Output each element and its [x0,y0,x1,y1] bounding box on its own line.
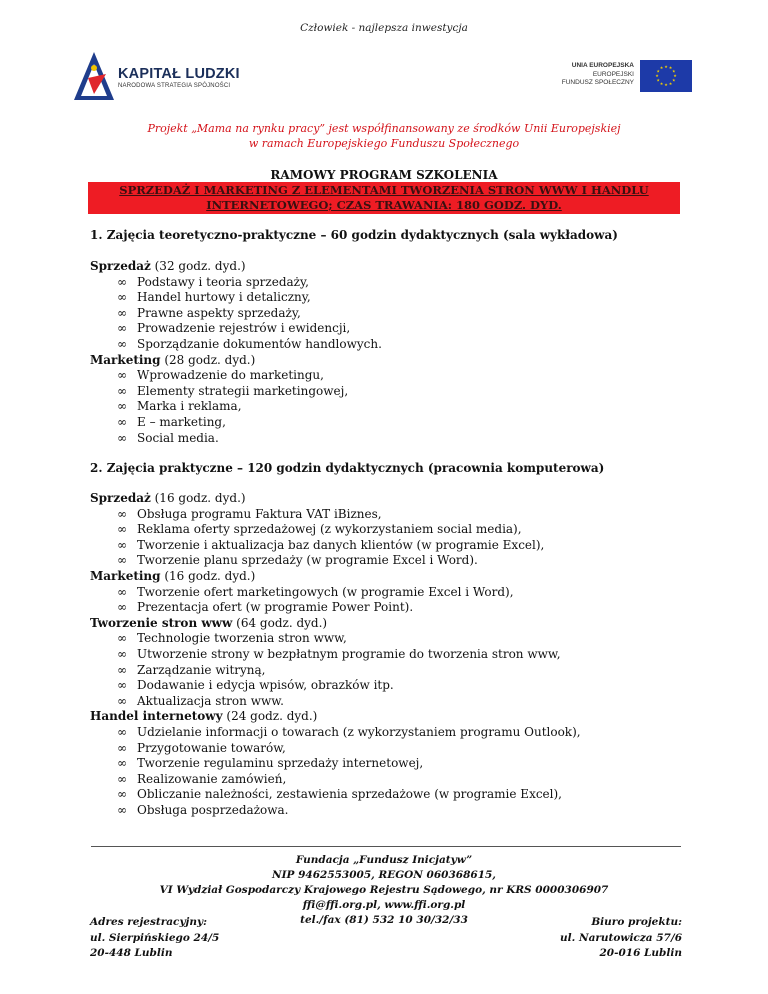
section-2-body [90,491,581,818]
list-item: ∞ Realizowanie zamówień, [117,772,581,788]
list-item: ∞ Sporządzanie dokumentów handlowych. [117,337,382,353]
category-heading [90,709,581,725]
category-name: Tworzenie stron www [90,615,233,630]
svg-text:★: ★ [659,80,664,86]
category-name: Marketing [90,568,161,583]
eu-line-1: UNIA EUROPEJSKA [571,62,634,69]
eu-line-3: FUNDUSZ SPOŁECZNY [561,79,634,86]
svg-text:★: ★ [664,64,668,69]
section-1-body [90,259,382,446]
kapital-ludzki-text [118,66,240,89]
list-item: ∞ Technologie tworzenia stron www, [117,631,581,647]
list-item: ∞ Social media. [117,431,382,447]
list-item: ∞ Elementy strategii marketingowej, [117,384,382,400]
banner-line-1: SPRZEDAŻ I MARKETING Z ELEMENTAMI TWORZENIA STRON WWW I HANDLU [119,183,649,197]
list-item: ∞ Tworzenie planu sprzedaży (w programie Excel i Word). [117,553,581,569]
footer-phone: tel./fax (81) 532 10 30/32/33 [300,914,468,926]
list-item: ∞ Przygotowanie towarów, [117,741,581,757]
category-name: Handel internetowy [90,709,223,724]
svg-text:★: ★ [655,73,659,78]
program-title: RAMOWY PROGRAM SZKOLENIA [270,168,498,182]
address-right-label: Biuro projektu: [591,916,682,928]
category-name: Sprzedaż [90,259,151,273]
footer-org: Fundacja „Fundusz Inicjatyw” [295,854,473,866]
svg-text:★: ★ [664,82,668,87]
topic-list [90,368,382,446]
category-name: Marketing [90,352,161,367]
footer-court: VI Wydział Gospodarczy Krajowego Rejestru Sądowego, nr KRS 0000306907 [159,884,609,896]
list-item: ∞ Podstawy i teoria sprzedaży, [117,275,382,291]
category-hours: (24 godz. dyd.) [222,709,318,724]
list-item: ∞ Tworzenie ofert marketingowych (w programie Excel i Word), [117,585,581,601]
topic-list [90,275,382,353]
project-statement [0,121,768,151]
kl-title: KAPITAŁ LUDZKI [118,66,240,82]
list-item: ∞ Udzielanie informacji o towarach (z wykorzystaniem programu Outlook), [117,725,581,741]
project-line-2: w ramach Europejskiego Funduszu Społecznego [248,137,520,150]
footer-divider [91,846,681,847]
category-heading [90,616,581,632]
section-1 [90,228,618,244]
list-item: ∞ Utworzenie strony w bezpłatnym programie do tworzenia stron www, [117,647,581,663]
address-project-office [560,915,682,962]
list-item: ∞ Reklama oferty sprzedażowej (z wykorzystaniem social media), [117,522,581,538]
list-item: ∞ Zarządzanie witryną, [117,663,581,679]
category-hours: (16 godz. dyd.) [160,568,256,583]
kapital-ludzki-logo [74,52,114,100]
category-heading [90,353,382,369]
list-item: ∞ Wprowadzenie do marketingu, [117,368,382,384]
eu-line-2: EUROPEJSKI [592,70,634,78]
svg-text:★: ★ [672,68,676,74]
section-2-heading: 2. Zajęcia praktyczne – 120 godzin dydaktycznych (pracownia komputerowa) [90,461,605,475]
footer-contact: ffi@ffi.org.pl, www.ffi.org.pl [302,899,466,911]
list-item: ∞ Handel hurtowy i detaliczny, [117,290,382,306]
list-item: ∞ Marka i reklama, [117,399,382,415]
address-right-city: 20-016 Lublin [599,947,682,959]
category-heading [90,491,581,507]
list-item: ∞ Dodawanie i edycja wpisów, obrazków itp. [117,678,581,694]
list-item: ∞ Aktualizacja stron www. [117,694,581,710]
topic-list [90,507,581,569]
topic-list [90,631,581,709]
category-hours: (32 godz. dyd.) [150,259,246,273]
list-item: ∞ Obliczanie należności, zestawienia sprzedażowe (w programie Excel), [117,787,581,803]
list-item: ∞ Tworzenie i aktualizacja baz danych klientów (w programie Excel), [117,538,581,554]
list-item: ∞ Prezentacja ofert (w programie Power Point). [117,600,581,616]
topic-list [90,725,581,819]
eu-flag-icon [640,60,692,92]
category-hours: (64 godz. dyd.) [232,615,328,630]
list-item: ∞ Prowadzenie rejestrów i ewidencji, [117,321,382,337]
address-left-label: Adres rejestracyjny: [90,916,207,928]
list-item: ∞ Obsługa programu Faktura VAT iBiznes, [117,507,581,523]
svg-text:★: ★ [672,77,676,83]
category-hours: (16 godz. dyd.) [150,491,246,505]
category-hours: (28 godz. dyd.) [160,352,256,367]
topic-list [90,585,581,616]
svg-text:★: ★ [656,77,660,83]
svg-text:★: ★ [668,80,673,86]
project-line-1: Projekt „Mama na rynku pracy” jest współfinansowany ze środków Unii Europejskiej [147,122,621,135]
address-left-street: ul. Sierpińskiego 24/5 [90,931,220,944]
svg-text:★: ★ [673,73,677,78]
address-registered [90,915,219,962]
svg-text:★: ★ [668,65,673,71]
section-1-heading: 1. Zajęcia teoretyczno-praktyczne – 60 godzin dydaktycznych (sala wykładowa) [90,228,618,242]
category-heading [90,569,581,585]
program-banner [88,182,680,214]
header-motto: Człowiek - najlepsza inwestycja [300,22,468,34]
address-left-city: 20-448 Lublin [90,947,173,959]
list-item: ∞ Tworzenie regulaminu sprzedaży internetowej, [117,756,581,772]
category-heading [90,259,382,275]
eu-text [562,62,634,88]
list-item: ∞ E – marketing, [117,415,382,431]
section-2 [90,461,604,477]
svg-text:★: ★ [656,68,660,74]
list-item: ∞ Obsługa posprzedażowa. [117,803,581,819]
category-name: Sprzedaż [90,491,151,505]
address-right-street: ul. Narutowicza 57/6 [560,931,682,944]
footer-ids: NIP 9462553005, REGON 060368615, [272,869,496,881]
list-item: ∞ Prawne aspekty sprzedaży, [117,306,382,322]
svg-text:★: ★ [659,65,664,71]
banner-line-2: INTERNETOWEGO; CZAS TRAWANIA: 180 GODZ. DYD. [206,198,562,212]
kl-subtitle: NARODOWA STRATEGIA SPÓJNOŚCI [118,83,231,89]
